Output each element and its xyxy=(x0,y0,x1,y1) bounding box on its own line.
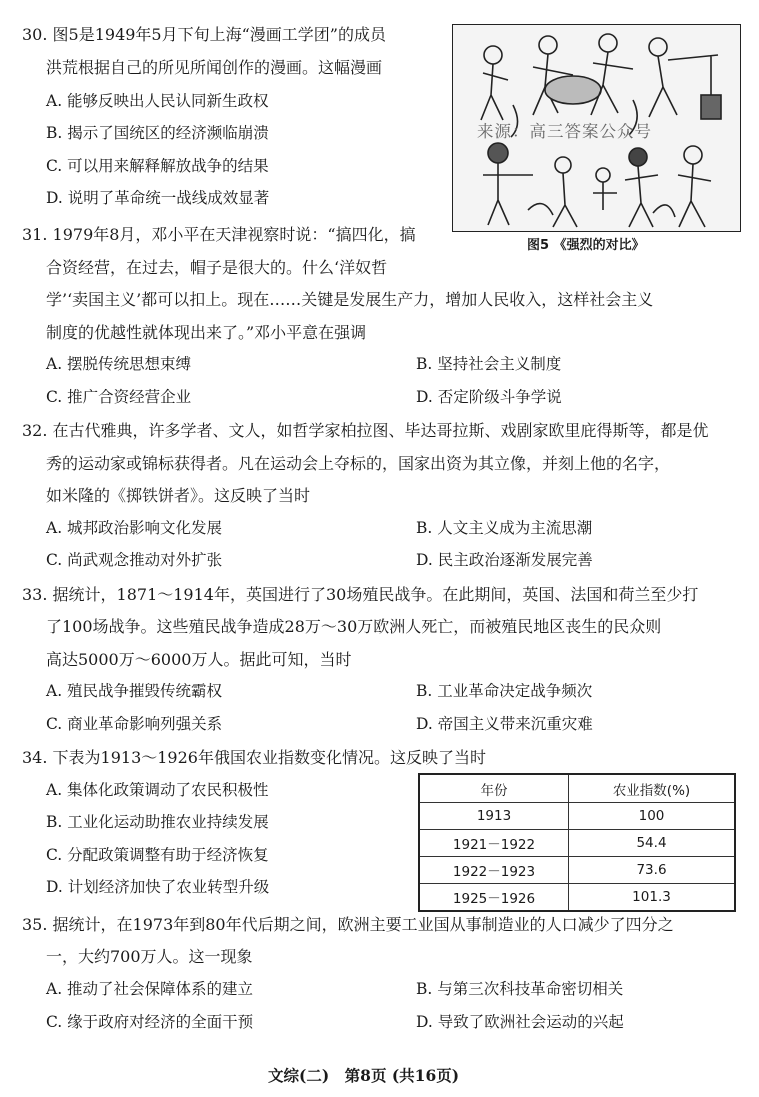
q35-option-b: B. 与第三次科技革命密切相关 xyxy=(416,980,624,998)
q35-option-d: D. 导致了欧洲社会运动的兴起 xyxy=(416,1013,624,1031)
q31-option-d: D. 否定阶级斗争学说 xyxy=(416,388,562,406)
q30-option-c: C. 可以用来解释解放战争的结果 xyxy=(46,157,269,175)
table-cell-index: 100 xyxy=(569,803,736,830)
q34-option-d: D. 计划经济加快了农业转型升级 xyxy=(46,878,270,896)
q32-stem-line2: 秀的运动家或锦标获得者。凡在运动会上夺标的，国家出资为其立像，并刻上他的名字， xyxy=(46,454,671,473)
page-footer: 文综(二) 第8页 (共16页) xyxy=(268,1066,460,1085)
q34-option-b: B. 工业化运动助推农业持续发展 xyxy=(46,813,269,831)
table-row xyxy=(419,803,735,830)
q33-option-a: A. 殖民战争摧毁传统霸权 xyxy=(46,682,223,700)
q31-stem-line3: 学’‘卖国主义’都可以扣上。现在……关键是发展生产力，增加人民收入，这样社会主义 xyxy=(46,290,654,309)
q35-option-a: A. 推动了社会保障体系的建立 xyxy=(46,980,254,998)
q31-stem-line4: 制度的优越性就体现出来了。”邓小平意在强调 xyxy=(46,323,367,342)
table-row xyxy=(419,857,735,884)
q31-stem-line2: 合资经营，在过去，帽子是很大的。什么‘洋奴哲 xyxy=(46,258,388,277)
agriculture-index-table xyxy=(418,773,736,912)
watermark-text: 来源：高三答案公众号 xyxy=(477,122,652,141)
table-cell-index: 101.3 xyxy=(569,884,736,912)
q34-option-c: C. 分配政策调整有助于经济恢复 xyxy=(46,846,269,864)
q32-stem-line3: 如米隆的《掷铁饼者》。这反映了当时 xyxy=(46,486,311,505)
q32-option-b: B. 人文主义成为主流思潮 xyxy=(416,519,593,537)
q33-option-d: D. 帝国主义带来沉重灾难 xyxy=(416,715,593,733)
table-header-index: 农业指数(%) xyxy=(569,774,736,803)
q30-stem-line1: 30. 图5是1949年5月下旬上海“漫画工学团”的成员 xyxy=(22,25,386,44)
q31-option-a: A. 摆脱传统思想束缚 xyxy=(46,355,192,373)
table-cell-index: 73.6 xyxy=(569,857,736,884)
q31-stem-line1: 31. 1979年8月，邓小平在天津视察时说：“搞四化，搞 xyxy=(22,225,416,244)
q33-stem-line1: 33. 据统计，1871～1914年，英国进行了30场殖民战争。在此期间，英国、法国和荷兰至少打 xyxy=(22,585,699,604)
q33-option-c: C. 商业革命影响列强关系 xyxy=(46,715,223,733)
q33-stem-line3: 高达5000万～6000万人。据此可知，当时 xyxy=(46,650,352,669)
table-cell-year: 1921－1922 xyxy=(419,830,569,857)
q32-option-d: D. 民主政治逐渐发展完善 xyxy=(416,551,593,569)
q30-option-a: A. 能够反映出人民认同新生政权 xyxy=(46,92,269,110)
table-header-row xyxy=(419,774,735,803)
q33-option-b: B. 工业革命决定战争频次 xyxy=(416,682,593,700)
q34-stem-line1: 34. 下表为1913～1926年俄国农业指数变化情况。这反映了当时 xyxy=(22,748,486,767)
q35-stem-line1: 35. 据统计，在1973年到80年代后期之间，欧洲主要工业国从事制造业的人口减少了四分之 xyxy=(22,915,674,934)
q30-stem-line2: 洪荒根据自己的所见所闻创作的漫画。这幅漫画 xyxy=(46,58,383,77)
q31-option-b: B. 坚持社会主义制度 xyxy=(416,355,562,373)
table-row xyxy=(419,884,735,912)
q33-stem-line2: 了100场战争。这些殖民战争造成28万～30万欧洲人死亡，而被殖民地区丧生的民众则 xyxy=(46,617,662,636)
table-header-year: 年份 xyxy=(419,774,569,803)
q31-option-c: C. 推广合资经营企业 xyxy=(46,388,192,406)
table-cell-year: 1925－1926 xyxy=(419,884,569,912)
q34-option-a: A. 集体化政策调动了农民积极性 xyxy=(46,781,269,799)
figure-caption: 图5 《强烈的对比》 xyxy=(527,238,645,253)
table-cell-index: 54.4 xyxy=(569,830,736,857)
q30-option-d: D. 说明了革命统一战线成效显著 xyxy=(46,189,270,207)
table-cell-year: 1922－1923 xyxy=(419,857,569,884)
table-row xyxy=(419,830,735,857)
q35-stem-line2: 一，大约700万人。这一现象 xyxy=(46,947,253,966)
q32-stem-line1: 32. 在古代雅典，许多学者、文人，如哲学家柏拉图、毕达哥拉斯、戏剧家欧里庇得斯等，都是优 xyxy=(22,421,709,440)
q32-option-a: A. 城邦政治影响文化发展 xyxy=(46,519,223,537)
q35-option-c: C. 缘于政府对经济的全面干预 xyxy=(46,1013,254,1031)
q32-option-c: C. 尚武观念推动对外扩张 xyxy=(46,551,223,569)
q30-option-b: B. 揭示了国统区的经济濒临崩溃 xyxy=(46,124,269,142)
table-cell-year: 1913 xyxy=(419,803,569,830)
